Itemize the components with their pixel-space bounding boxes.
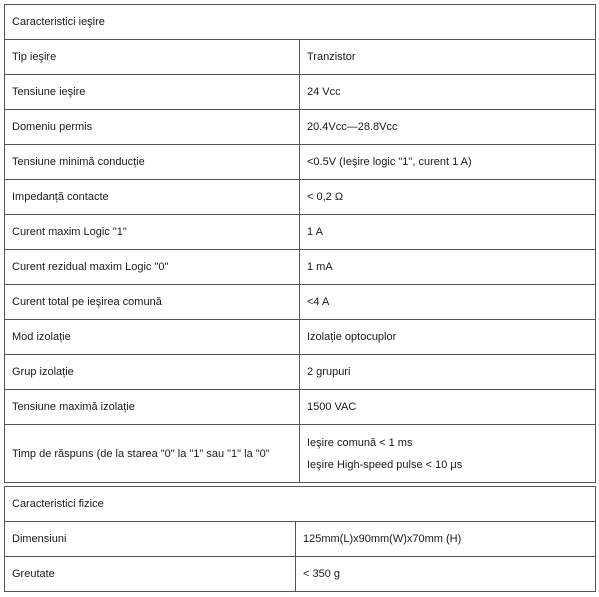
table-row	[5, 522, 596, 557]
row-label: Greutate	[5, 557, 296, 592]
row-value: 125mm(L)x90mm(W)x70mm (H)	[296, 522, 596, 557]
table-row	[5, 215, 596, 250]
table-row	[5, 110, 596, 145]
row-value: 1500 VAC	[300, 390, 596, 425]
row-label: Dimensiuni	[5, 522, 296, 557]
physical-characteristics-table	[4, 486, 596, 592]
row-label: Tensiune ieşire	[5, 75, 300, 110]
row-label: Curent total pe ieşirea comună	[5, 285, 300, 320]
output-characteristics-table	[4, 4, 596, 483]
row-value: 1 mA	[300, 250, 596, 285]
row-value: < 0,2 Ω	[300, 180, 596, 215]
row-value: 2 grupuri	[300, 355, 596, 390]
row-value: 20.4Vcc—28.8Vcc	[300, 110, 596, 145]
row-label: Curent maxim Logic "1"	[5, 215, 300, 250]
row-value: 1 A	[300, 215, 596, 250]
table-row	[5, 145, 596, 180]
value-line: Ieşire comună < 1 ms	[307, 436, 413, 449]
row-value: <0.5V (Ieşire logic "1", curent 1 A)	[300, 145, 596, 180]
row-value: < 350 g	[296, 557, 596, 592]
row-label: Curent rezidual maxim Logic "0"	[5, 250, 300, 285]
value-line: Ieşire High-speed pulse < 10 μs	[307, 458, 463, 471]
table-header-row	[5, 487, 596, 522]
row-value: Izolație optocuplor	[300, 320, 596, 355]
table-row-response-time	[5, 425, 596, 483]
row-label: Tip ieşire	[5, 40, 300, 75]
row-label: Domeniu permis	[5, 110, 300, 145]
row-value: <4 A	[300, 285, 596, 320]
row-label: Timp de răspuns (de la starea "0" la "1" sau "1" la "0"	[5, 425, 300, 483]
table-row	[5, 180, 596, 215]
row-value: 24 Vcc	[300, 75, 596, 110]
table-row	[5, 250, 596, 285]
table-row	[5, 557, 596, 592]
table-row	[5, 40, 596, 75]
table-row	[5, 75, 596, 110]
row-label: Mod izolație	[5, 320, 300, 355]
row-label: Impedanță contacte	[5, 180, 300, 215]
table-row	[5, 285, 596, 320]
row-label: Tensiune maximă izolație	[5, 390, 300, 425]
section-title-physical: Caracteristici fizice	[5, 487, 596, 522]
row-label: Grup izolație	[5, 355, 300, 390]
row-label: Tensiune minimă conducție	[5, 145, 300, 180]
table-row	[5, 320, 596, 355]
row-value: Tranzistor	[300, 40, 596, 75]
table-row	[5, 355, 596, 390]
table-header-row	[5, 5, 596, 40]
row-value-multiline	[300, 425, 596, 483]
section-title-output: Caracteristici ieşire	[5, 5, 596, 40]
table-row	[5, 390, 596, 425]
